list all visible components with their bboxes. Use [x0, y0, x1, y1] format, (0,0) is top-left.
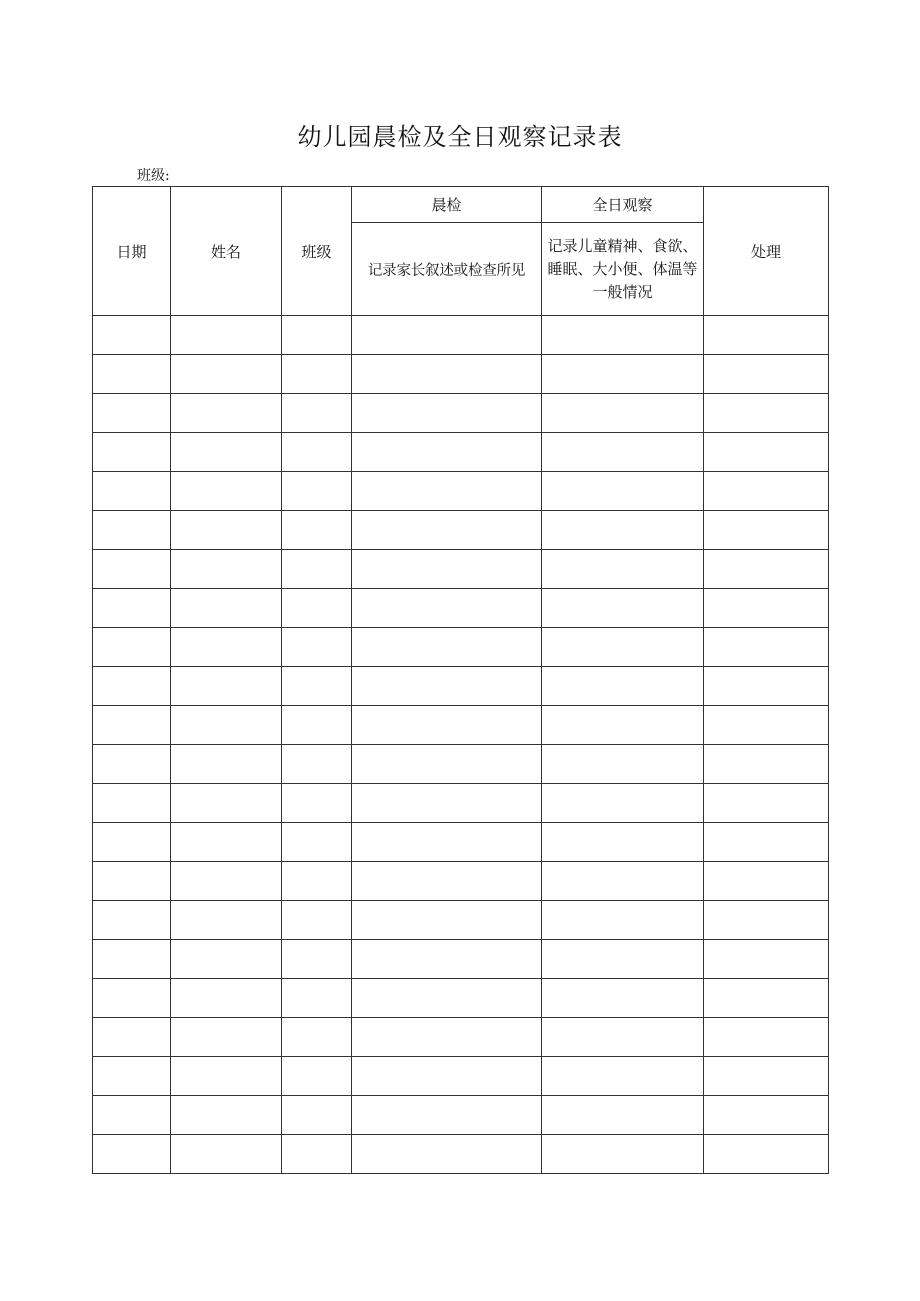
- morning-check-cell: [352, 1057, 542, 1096]
- handling-cell: [704, 472, 829, 511]
- header-full-day-observation-sub: [542, 223, 704, 316]
- name-cell: [171, 667, 282, 706]
- header-row-top: [93, 187, 829, 223]
- header-morning-check-sub: [352, 223, 542, 316]
- table-row: [93, 862, 829, 901]
- name-cell: [171, 589, 282, 628]
- morning-check-cell: [352, 784, 542, 823]
- full-day-observation-cell: [542, 901, 704, 940]
- header-name: 姓名: [171, 187, 282, 316]
- full-day-observation-cell: [542, 511, 704, 550]
- morning-check-cell: [352, 1096, 542, 1135]
- handling-cell: [704, 355, 829, 394]
- handling-cell: [704, 433, 829, 472]
- date-cell: [93, 1057, 171, 1096]
- class-cell: [282, 355, 352, 394]
- table-row: [93, 550, 829, 589]
- date-cell: [93, 1135, 171, 1174]
- name-cell: [171, 316, 282, 355]
- class-cell: [282, 862, 352, 901]
- date-cell: [93, 706, 171, 745]
- handling-cell: [704, 901, 829, 940]
- class-cell: [282, 394, 352, 433]
- morning-check-cell: [352, 706, 542, 745]
- morning-check-cell: [352, 667, 542, 706]
- record-table: [92, 186, 829, 1174]
- class-label: 班级:: [137, 168, 170, 184]
- class-cell: [282, 745, 352, 784]
- handling-cell: [704, 628, 829, 667]
- morning-check-cell: [352, 862, 542, 901]
- full-day-observation-cell: [542, 784, 704, 823]
- handling-cell: [704, 745, 829, 784]
- class-cell: [282, 1057, 352, 1096]
- morning-check-cell: [352, 433, 542, 472]
- full-day-observation-cell: [542, 1057, 704, 1096]
- table-row: [93, 433, 829, 472]
- name-cell: [171, 745, 282, 784]
- name-cell: [171, 706, 282, 745]
- class-cell: [282, 667, 352, 706]
- morning-check-cell: [352, 1018, 542, 1057]
- morning-check-cell: [352, 901, 542, 940]
- full-day-observation-cell: [542, 1018, 704, 1057]
- date-cell: [93, 628, 171, 667]
- full-day-observation-cell: [542, 550, 704, 589]
- date-cell: [93, 1018, 171, 1057]
- table-row: [93, 589, 829, 628]
- full-day-observation-cell: [542, 823, 704, 862]
- name-cell: [171, 511, 282, 550]
- date-cell: [93, 784, 171, 823]
- header-handling: 处理: [704, 187, 829, 316]
- table-row: [93, 1057, 829, 1096]
- handling-cell: [704, 784, 829, 823]
- full-day-observation-cell: [542, 433, 704, 472]
- full-day-observation-cell: [542, 862, 704, 901]
- date-cell: [93, 316, 171, 355]
- class-cell: [282, 1096, 352, 1135]
- date-cell: [93, 901, 171, 940]
- name-cell: [171, 355, 282, 394]
- handling-cell: [704, 706, 829, 745]
- name-cell: [171, 472, 282, 511]
- morning-check-cell: [352, 745, 542, 784]
- handling-cell: [704, 1135, 829, 1174]
- full-day-observation-sub-text: 记录儿童精神、食欲、睡眠、大小便、体温等一般情况: [547, 236, 698, 301]
- table-row: [93, 511, 829, 550]
- name-cell: [171, 394, 282, 433]
- class-cell: [282, 550, 352, 589]
- date-cell: [93, 862, 171, 901]
- date-cell: [93, 667, 171, 706]
- full-day-observation-cell: [542, 589, 704, 628]
- table-row: [93, 472, 829, 511]
- page-title: 幼儿园晨检及全日观察记录表: [297, 123, 623, 151]
- class-cell: [282, 628, 352, 667]
- name-cell: [171, 1018, 282, 1057]
- morning-check-sub-text: 记录家长叙述或检查所见: [367, 262, 526, 279]
- full-day-observation-cell: [542, 316, 704, 355]
- class-cell: [282, 472, 352, 511]
- name-cell: [171, 784, 282, 823]
- date-cell: [93, 433, 171, 472]
- header-morning-check: 晨检: [352, 187, 542, 223]
- table-body: [93, 316, 829, 1174]
- handling-cell: [704, 550, 829, 589]
- date-cell: [93, 472, 171, 511]
- date-cell: [93, 511, 171, 550]
- date-cell: [93, 979, 171, 1018]
- class-cell: [282, 316, 352, 355]
- table-row: [93, 628, 829, 667]
- class-cell: [282, 979, 352, 1018]
- handling-cell: [704, 979, 829, 1018]
- handling-cell: [704, 940, 829, 979]
- handling-cell: [704, 1096, 829, 1135]
- handling-cell: [704, 511, 829, 550]
- date-cell: [93, 745, 171, 784]
- table-row: [93, 979, 829, 1018]
- handling-cell: [704, 394, 829, 433]
- morning-check-cell: [352, 940, 542, 979]
- table-row: [93, 1096, 829, 1135]
- full-day-observation-cell: [542, 394, 704, 433]
- morning-check-cell: [352, 511, 542, 550]
- class-cell: [282, 433, 352, 472]
- table-row: [93, 1135, 829, 1174]
- handling-cell: [704, 667, 829, 706]
- name-cell: [171, 979, 282, 1018]
- table-row: [93, 355, 829, 394]
- morning-check-cell: [352, 394, 542, 433]
- morning-check-cell: [352, 823, 542, 862]
- date-cell: [93, 823, 171, 862]
- header-date: 日期: [93, 187, 171, 316]
- handling-cell: [704, 1057, 829, 1096]
- name-cell: [171, 550, 282, 589]
- name-cell: [171, 1096, 282, 1135]
- handling-cell: [704, 862, 829, 901]
- name-cell: [171, 940, 282, 979]
- date-cell: [93, 550, 171, 589]
- morning-check-cell: [352, 628, 542, 667]
- handling-cell: [704, 589, 829, 628]
- class-cell: [282, 901, 352, 940]
- morning-check-cell: [352, 316, 542, 355]
- date-cell: [93, 589, 171, 628]
- full-day-observation-cell: [542, 355, 704, 394]
- full-day-observation-cell: [542, 667, 704, 706]
- header-class: 班级: [282, 187, 352, 316]
- name-cell: [171, 1135, 282, 1174]
- full-day-observation-cell: [542, 472, 704, 511]
- morning-check-cell: [352, 1135, 542, 1174]
- date-cell: [93, 394, 171, 433]
- table-row: [93, 667, 829, 706]
- class-cell: [282, 511, 352, 550]
- full-day-observation-cell: [542, 979, 704, 1018]
- date-cell: [93, 1096, 171, 1135]
- class-cell: [282, 1018, 352, 1057]
- table-row: [93, 316, 829, 355]
- name-cell: [171, 628, 282, 667]
- name-cell: [171, 823, 282, 862]
- full-day-observation-cell: [542, 706, 704, 745]
- class-cell: [282, 1135, 352, 1174]
- table-row: [93, 706, 829, 745]
- handling-cell: [704, 823, 829, 862]
- name-cell: [171, 901, 282, 940]
- date-cell: [93, 355, 171, 394]
- table-row: [93, 1018, 829, 1057]
- table-row: [93, 745, 829, 784]
- name-cell: [171, 1057, 282, 1096]
- handling-cell: [704, 1018, 829, 1057]
- morning-check-cell: [352, 979, 542, 1018]
- full-day-observation-cell: [542, 1096, 704, 1135]
- table-row: [93, 394, 829, 433]
- morning-check-cell: [352, 355, 542, 394]
- name-cell: [171, 862, 282, 901]
- table-row: [93, 823, 829, 862]
- class-cell: [282, 784, 352, 823]
- date-cell: [93, 940, 171, 979]
- table-row: [93, 901, 829, 940]
- full-day-observation-cell: [542, 628, 704, 667]
- class-cell: [282, 823, 352, 862]
- name-cell: [171, 433, 282, 472]
- full-day-observation-cell: [542, 1135, 704, 1174]
- table-row: [93, 784, 829, 823]
- full-day-observation-cell: [542, 940, 704, 979]
- header-full-day-observation: 全日观察: [542, 187, 704, 223]
- morning-check-cell: [352, 550, 542, 589]
- class-cell: [282, 940, 352, 979]
- full-day-observation-cell: [542, 745, 704, 784]
- table-row: [93, 940, 829, 979]
- morning-check-cell: [352, 589, 542, 628]
- class-cell: [282, 589, 352, 628]
- class-cell: [282, 706, 352, 745]
- morning-check-cell: [352, 472, 542, 511]
- handling-cell: [704, 316, 829, 355]
